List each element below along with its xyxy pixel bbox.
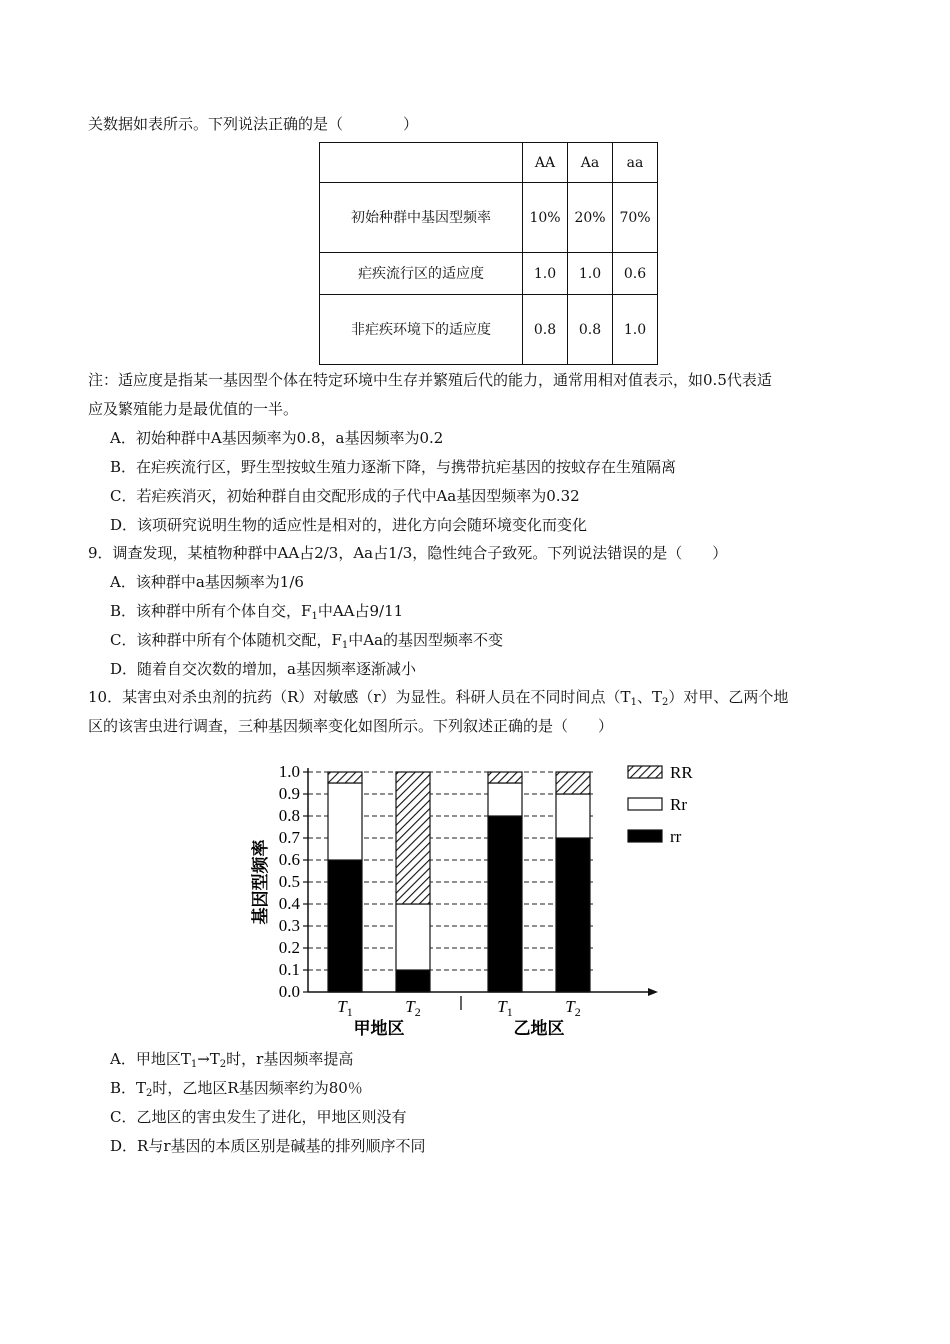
y-tick-label: 0.0 xyxy=(278,982,300,1001)
legend-swatch xyxy=(628,798,662,810)
table-cell: 10% xyxy=(523,183,568,253)
subscript: 1 xyxy=(341,640,349,651)
bar-segment-rr xyxy=(328,860,362,992)
y-tick-label: 0.7 xyxy=(278,828,300,847)
q10-option-a-post: 时，r基因频率提高 xyxy=(226,1050,354,1068)
table-header-cell: AA xyxy=(523,143,568,183)
x-axis-arrow xyxy=(648,988,658,996)
y-tick-label: 0.1 xyxy=(278,960,300,979)
question-intro: 关数据如表所示。下列说法正确的是（ ） xyxy=(88,115,419,133)
y-tick-label: 0.4 xyxy=(278,894,300,913)
table-cell: 非疟疾环境下的适应度 xyxy=(320,295,523,365)
bar-segment-rr xyxy=(556,838,590,992)
legend-label: RR xyxy=(670,763,693,782)
group-label: 乙地区 xyxy=(513,1019,565,1039)
x-tick-label: $T_2$ xyxy=(405,997,421,1019)
bar-segment-rr xyxy=(556,794,590,838)
bar-segment-rr xyxy=(556,772,590,794)
table-header-cell xyxy=(320,143,523,183)
table-cell: 0.8 xyxy=(523,295,568,365)
table-cell: 1.0 xyxy=(523,253,568,295)
q10-stem-line1 xyxy=(88,687,788,707)
q8-option-a: A．初始种群中A基因频率为0.8，a基因频率为0.2 xyxy=(110,429,444,447)
bar-segment-rr xyxy=(328,783,362,860)
q10-stem-line2: 区的该害虫进行调查，三种基因频率变化如图所示。下列叙述正确的是（ ） xyxy=(88,717,614,735)
table-header-cell: Aa xyxy=(568,143,613,183)
bar-segment-rr xyxy=(328,772,362,783)
q10-option-b-post: 时，乙地区R基因频率约为80％ xyxy=(152,1079,363,1097)
q9-option-d: D．随着自交次数的增加，a基因频率逐渐减小 xyxy=(110,660,416,678)
table-row xyxy=(320,295,658,365)
table-cell: 70% xyxy=(613,183,658,253)
subscript: 2 xyxy=(661,697,669,708)
bar-segment-rr xyxy=(396,904,430,970)
bar-segment-rr xyxy=(396,772,430,904)
q9-option-b-post: 中AA占9/11 xyxy=(317,602,404,620)
y-tick-label: 0.8 xyxy=(278,806,300,825)
x-tick-label: $T_1$ xyxy=(337,997,353,1019)
q8-option-d: D．该项研究说明生物的适应性是相对的，进化方向会随环境变化而变化 xyxy=(110,516,588,534)
table-cell: 1.0 xyxy=(568,253,613,295)
group-label: 甲地区 xyxy=(353,1019,405,1039)
y-tick-label: 0.9 xyxy=(278,784,300,803)
q9-option-c-post: 中Aa的基因型频率不变 xyxy=(348,631,504,649)
q9-option-c-pre: C．该种群中所有个体随机交配，F xyxy=(110,631,342,649)
table-cell: 0.8 xyxy=(568,295,613,365)
table-note: 注：适应度是指某一基因型个体在特定环境中生存并繁殖后代的能力，通常用相对值表示，如0.5代表适 xyxy=(88,371,772,389)
q8-option-b: B．在疟疾流行区，野生型按蚊生殖力逐渐下降，与携带抗疟基因的按蚊存在生殖隔离 xyxy=(110,458,677,476)
q10-option-a-pre: A．甲地区T xyxy=(110,1050,191,1068)
table-row xyxy=(320,183,658,253)
q10-option-c: C．乙地区的害虫发生了进化，甲地区则没有 xyxy=(110,1108,407,1126)
y-tick-label: 0.2 xyxy=(278,938,300,957)
bar-segment-rr xyxy=(488,816,522,992)
q8-option-c: C．若疟疾消灭，初始种群自由交配形成的子代中Aa基因型频率为0.32 xyxy=(110,487,580,505)
table-header-row xyxy=(320,143,658,183)
bar-segment-rr xyxy=(396,970,430,992)
table-cell: 初始种群中基因型频率 xyxy=(320,183,523,253)
subscript: 2 xyxy=(146,1088,153,1099)
subscript: 1 xyxy=(311,611,318,622)
q10-option-a-arrow: →T xyxy=(197,1050,220,1068)
legend-swatch xyxy=(628,766,662,778)
table-row xyxy=(320,253,658,295)
bar-segment-rr xyxy=(488,783,522,816)
table-cell: 疟疾流行区的适应度 xyxy=(320,253,523,295)
genotype-frequency-chart xyxy=(248,752,718,1042)
q10-option-b-pre: B．T xyxy=(110,1079,147,1097)
legend xyxy=(628,763,693,846)
x-tick-label: $T_1$ xyxy=(497,997,513,1019)
q10-stem-post: ）对甲、乙两个地 xyxy=(668,688,789,706)
bar-segment-rr xyxy=(488,772,522,783)
x-tick-label: $T_2$ xyxy=(565,997,581,1019)
axes xyxy=(250,762,658,1039)
y-tick-label: 1.0 xyxy=(278,762,300,781)
table-cell: 0.6 xyxy=(613,253,658,295)
y-tick-label: 0.6 xyxy=(278,850,300,869)
subscript: 1 xyxy=(630,697,637,708)
table-cell: 1.0 xyxy=(613,295,658,365)
y-axis-label: 基因型频率 xyxy=(251,839,271,925)
legend-label: Rr xyxy=(670,795,687,814)
subscript: 1 xyxy=(190,1059,198,1070)
q9-option-b xyxy=(110,601,403,621)
legend-swatch xyxy=(628,830,662,842)
y-tick-label: 0.5 xyxy=(278,872,300,891)
q10-option-d: D．R与r基因的本质区别是碱基的排列顺序不同 xyxy=(110,1137,426,1155)
genotype-table xyxy=(319,142,658,365)
subscript: 2 xyxy=(219,1059,227,1070)
q9-option-c xyxy=(110,630,503,650)
q10-option-a xyxy=(110,1049,353,1069)
q9-option-b-pre: B．该种群中所有个体自交，F xyxy=(110,602,312,620)
table-header-cell: aa xyxy=(613,143,658,183)
q10-stem-mid: 、T xyxy=(636,688,662,706)
legend-label: rr xyxy=(670,827,682,846)
table-cell: 20% xyxy=(568,183,613,253)
q9-stem: 9．调查发现，某植物种群中AA占2/3，Aa占1/3，隐性纯合子致死。下列说法错误的是（ ） xyxy=(88,544,728,562)
table-note-cont: 应及繁殖能力是最优值的一半。 xyxy=(88,400,299,418)
q10-stem-pre: 10．某害虫对杀虫剂的抗药（R）对敏感（r）为显性。科研人员在不同时间点（T xyxy=(88,688,631,706)
q10-option-b xyxy=(110,1078,363,1098)
q9-option-a: A．该种群中a基因频率为1/6 xyxy=(110,573,304,591)
y-tick-label: 0.3 xyxy=(278,916,300,935)
